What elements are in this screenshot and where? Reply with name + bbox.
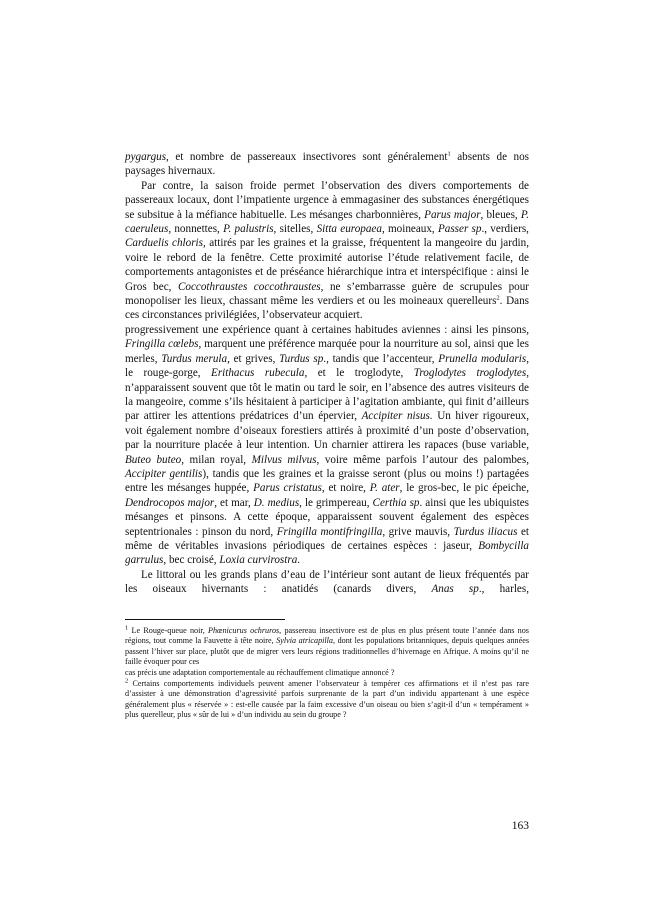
footnote-ref: 1 [447, 150, 451, 158]
paragraph [125, 568, 529, 597]
species-name: Accipiter gentilis [125, 467, 203, 480]
species-name: Prunella modularis [438, 352, 527, 365]
species-name: D. medius [253, 496, 300, 509]
text-run: . Dans ces circonstances privilégiées, l’observateur acquiert. [125, 295, 529, 322]
text-run: . ainsi que les ubiquistes mésanges et pinsons. A cette époque, apparaissent souvent également des espèces septentrionales : pinson du nord, [125, 496, 529, 538]
species-name: Fringilla cœlebs [125, 338, 199, 351]
footnote-ref: 2 [125, 676, 129, 684]
text-run: , nonnettes, [168, 223, 224, 236]
species-name: Parus major [424, 208, 481, 221]
species-name: Sitta europaea [316, 223, 382, 236]
text-run: absents de nos paysages hivernaux. [125, 151, 529, 178]
species-name: P. ater [369, 482, 400, 495]
text-run: , passereau insectivore est de plus en plus présent toute l’année dans nos régions, tout comme la Fauvette à tête noire, [125, 625, 529, 646]
species-name: Carduelis chloris [125, 237, 203, 250]
species-name: Milvus milvus [251, 453, 317, 466]
text-run: , milan royal, [181, 453, 252, 466]
text-run: Certains comportements individuels peuvent amener l’observateur à tempérer ces affirmations et il n’est pas rare d’assister à une démonstration d’agressivité parfois surprenante de la part d’un individu appartenant à une espèce généralement plus « réservée » : est-elle causée par la faim excessive d’un oiseau ou bien s’agit-il d’un « tempérament » plus querelleur, plus « sûr de lui » d’un individu au sein du groupe ? [125, 678, 529, 720]
text-run: progressivement une expérience quant à certaines habitudes aviennes : ainsi les pinsons, [125, 323, 529, 336]
species-name: Turdus iliacus [453, 525, 518, 538]
text-run: ), tandis que les graines et la graisse seront (plus ou moins !) partagées entre les mésanges huppée, [125, 467, 530, 495]
footnotes [125, 623, 529, 721]
species-name: Parus cristatus [253, 482, 322, 495]
species-name: pygargus, [125, 151, 169, 163]
paragraph [125, 323, 529, 568]
species-name: Phœnicurus ochruros [208, 625, 280, 635]
text-run: , et mar, [214, 496, 254, 509]
text-run: , et le troglodyte, [304, 367, 414, 380]
text-run: , bec croisé, [163, 554, 220, 567]
text-run: cas précis une adaptation comportementale au réchauffement climatique annoncé ? [125, 667, 395, 677]
paragraph [125, 179, 529, 323]
footnote-ref: 2 [496, 294, 500, 302]
species-name: Turdus merula [161, 352, 228, 365]
species-name: Coccothraustes coccothraustes [177, 280, 321, 293]
text-run: , dont les populations britanniques, depuis quelques années passent l’hiver sur place, plutôt que de migrer vers leurs régions traditionnelles d’hivernage en Afrique. A moins qu’il ne faille évoquer pour ces [125, 636, 529, 667]
species-name: Certhia sp [372, 496, 420, 509]
text-run: , grive mauvis, [382, 525, 454, 538]
text-run: Un hiver rigoureux, voit également nombre d’oiseaux forestiers attirés à proximité d’un poste d’observation, par la nourriture placée à leur intention. Un charnier attirera les rapaces (buse variable, [125, 410, 529, 452]
text-run: , et grives, [227, 352, 280, 365]
species-name: Fringilla montifringilla [276, 525, 383, 538]
footnote-continuation [125, 668, 529, 679]
species-name: P. caeruleus [125, 208, 529, 236]
text-run: . [297, 554, 301, 567]
text-run: , le gros-bec, le pic épeiche, [399, 482, 530, 495]
species-name: Bombycilla garrulus [125, 539, 529, 567]
page-number: 163 [511, 820, 529, 832]
text-run: ., harles, [478, 583, 529, 596]
text-run: , le rouge-gorge, [125, 352, 529, 380]
species-name: Buteo buteo [125, 453, 182, 466]
text-run: , moineaux, [381, 223, 438, 236]
footnote [125, 623, 529, 668]
species-name: Erithacus rubecula [211, 367, 305, 380]
text-run: , n’apparaissent souvent que tôt le matin ou tard le soir, en l’absence des autres visiteurs de la mangeoire, comme s’ils hésitaient à participer à l’agitation ambiante, qui finit d’ailleurs par attirer les attentions prédatrices d’un épervier, [125, 367, 529, 423]
text-run: , ne s’embarrasse guère de scrupules pour monopoliser les lieux, chassant même les verdiers et ou les moineaux querelleurs [125, 280, 529, 308]
text-run: et nombre de passereaux insectivores sont généralement [168, 151, 448, 163]
page-content [125, 150, 529, 721]
species-name: P. palustris [223, 223, 274, 236]
footnote-separator [125, 619, 285, 620]
species-name: Passer sp [437, 223, 482, 236]
species-name: Sylvia atricapilla [276, 636, 333, 646]
text-run: , bleues, [480, 208, 521, 221]
text-run: Le Rouge-queue noir, [128, 625, 209, 635]
species-name: Accipiter nisus. [361, 410, 433, 423]
text-run: Par contre, la saison froide permet l’observation des divers comportements de passereaux locaux, dont l’impatiente urgence à emmagasiner des substances énergétiques se subsitue à la méfiance habituelle. Les mésanges charbonnières, [125, 179, 529, 221]
species-name: Anas sp [431, 583, 479, 596]
text-run: , voire même parfois l’autour des palombes, [316, 453, 529, 466]
paragraph-continuation [125, 150, 529, 179]
text-run: Le littoral ou les grands plans d’eau de l’intérieur sont autant de lieux fréquentés par les oiseaux hivernants : anatidés (canards divers, [125, 568, 529, 596]
species-name: Troglodytes troglodytes [413, 367, 527, 380]
text-run: , sitelles, [273, 223, 317, 236]
text-run: ., verdiers, [481, 223, 529, 236]
text-run: , marquent une préférence marquée pour la nourriture au sol, ainsi que les merles, [125, 338, 529, 365]
species-name: Turdus sp [279, 352, 324, 365]
body-text [125, 150, 529, 597]
text-run: , le grimpereau, [299, 496, 373, 509]
footnote-ref: 1 [125, 623, 129, 631]
text-run: , et noire, [321, 482, 370, 495]
species-name: Dendrocopos major [125, 496, 215, 509]
text-run: , attirés par les graines et la graisse, fréquentent la mangeoire du jardin, voire le rebord de la fenêtre. Cette proximité autorise l’étude relativement facile, de comportements antagonistes et de préséance hiérarchique intra et interspécifique : ainsi le Gros bec, [125, 237, 529, 293]
text-run: ., tandis que l’accenteur, [323, 352, 439, 365]
footnote [125, 676, 529, 721]
species-name: Loxia curvirostra [219, 554, 298, 567]
text-run: et même de véritables invasions périodiques de certaines espèces : jaseur, [125, 525, 530, 552]
